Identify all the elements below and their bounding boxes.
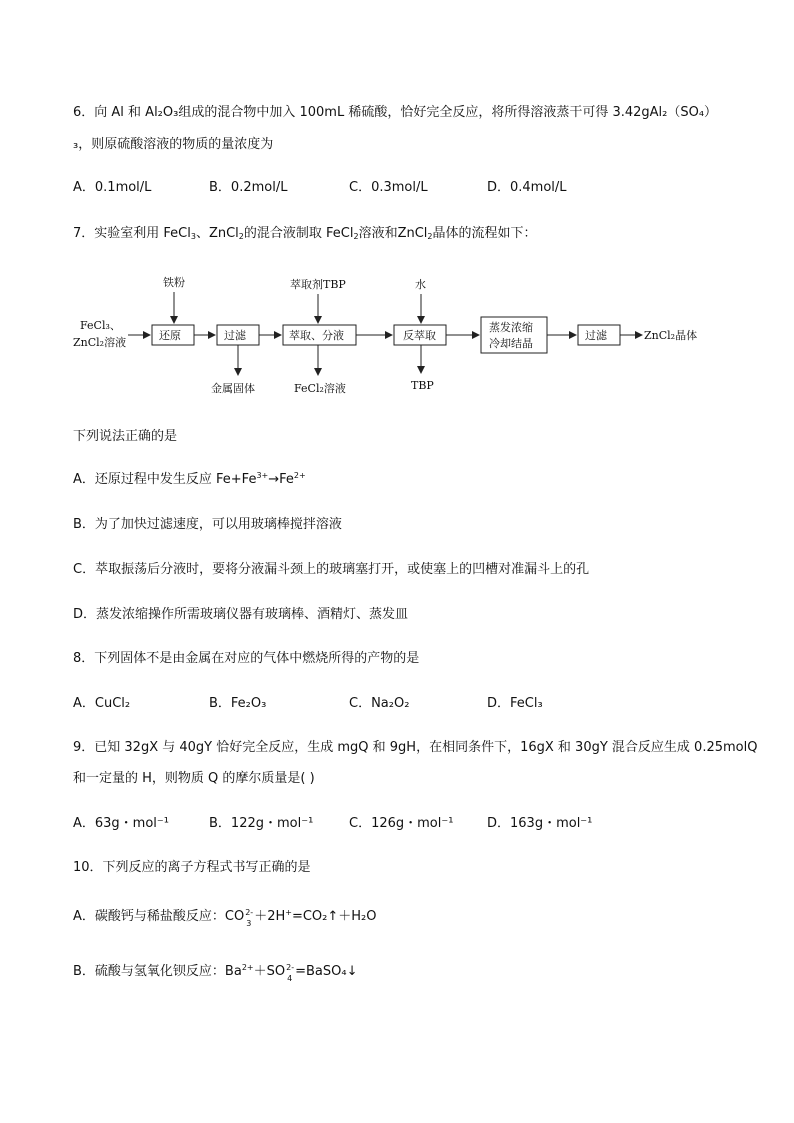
flow-fecl2-solution: FeCl₂溶液 [294,382,346,395]
q7-option-d: D．蒸发浓缩操作所需玻璃仪器有玻璃棒、酒精灯、蒸发皿 [73,607,409,622]
q9-option-b: B．122g・mol⁻¹ [209,816,314,831]
q7-stem: 7．实验室利用 FeCl$_3$、ZnCl$_2$的混合液制取 FeCl$_2$溶液和ZnCl$_2$晶体的流程如下： [73,226,537,241]
q10-option-a: A．碳酸钙与稀盐酸反应：CO 2- 3 ＋2H+=CO₂↑＋H₂O [73,908,377,928]
flow-evap-line2: 冷却结晶 [489,337,533,350]
q9-stem-line2: 和一定量的 H，则物质 Q 的摩尔质量是( ) [73,771,315,786]
q9-stem-line1: 9．已知 32gX 与 40gY 恰好完全反应，生成 mgQ 和 9gH，在相同条件下，16gX 和 30gY 混合反应生成 0.25molQ [73,740,758,755]
flow-water: 水 [415,278,426,291]
flow-reduce-label: 还原 [159,329,181,342]
q8-option-a: A．CuCl₂ [73,696,131,711]
flow-input-line2: ZnCl₂溶液 [73,336,127,349]
flow-filter2-label: 过滤 [585,329,607,342]
q6-option-d: D．0.4mol/L [487,180,567,195]
q9-option-c: C．126g・mol⁻¹ [349,816,454,831]
flow-product: ZnCl₂晶体 [644,329,698,342]
carbonate-charge: 2- 3 [245,908,254,928]
q6-option-c: C．0.3mol/L [349,180,428,195]
q8-option-c: C．Na₂O₂ [349,696,410,711]
q8-option-b: B．Fe₂O₃ [209,696,267,711]
q10-stem: 10．下列反应的离子方程式书写正确的是 [73,860,311,875]
q9-option-d: D．163g・mol⁻¹ [487,816,593,831]
q8-stem: 8．下列固体不是由金属在对应的气体中燃烧所得的产物的是 [73,651,420,666]
flow-tbp-out: TBP [411,379,434,392]
process-flowchart [70,268,730,403]
q7-option-a: A．还原过程中发生反应 $Fe+Fe^{3+}\to Fe^{2+}$ [73,471,306,487]
sulfate-charge: 2- 4 [286,963,295,983]
q10-option-b: B．硫酸与氢氧化钡反应：$Ba^{2+}+SO$ 2- 4 =BaSO₄↓ [73,963,358,983]
q7-question: 下列说法正确的是 [73,429,178,444]
q9-option-a: A．63g・mol⁻¹ [73,816,169,831]
q7-option-c: C．萃取振荡后分液时，要将分液漏斗颈上的玻璃塞打开，或使塞上的凹槽对准漏斗上的孔 [73,562,590,577]
flow-evap-line1: 蒸发浓缩 [489,321,533,334]
q6-option-b: B．0.2mol/L [209,180,288,195]
flow-back-extract-label: 反萃取 [403,329,436,342]
q6-option-a: A．0.1mol/L [73,180,152,195]
q7-option-b: B．为了加快过滤速度，可以用玻璃棒搅拌溶液 [73,517,342,532]
flow-metal-solid: 金属固体 [211,382,255,395]
flow-extractant: 萃取剂TBP [290,278,346,291]
q8-option-d: D．FeCl₃ [487,696,543,711]
flow-filter1-label: 过滤 [224,329,246,342]
q6-stem-line1: 6．向 Al 和 Al₂O₃组成的混合物中加入 100mL 稀硫酸，恰好完全反应，将所得溶液蒸干可得 3.42gAl₂（SO₄） [73,105,718,120]
flow-iron-powder: 铁粉 [163,276,185,289]
q6-stem-line2: ₃，则原硫酸溶液的物质的量浓度为 [73,137,274,152]
flow-extract-label: 萃取、分液 [289,329,344,342]
flow-input-line1: FeCl₃、 [80,319,121,332]
